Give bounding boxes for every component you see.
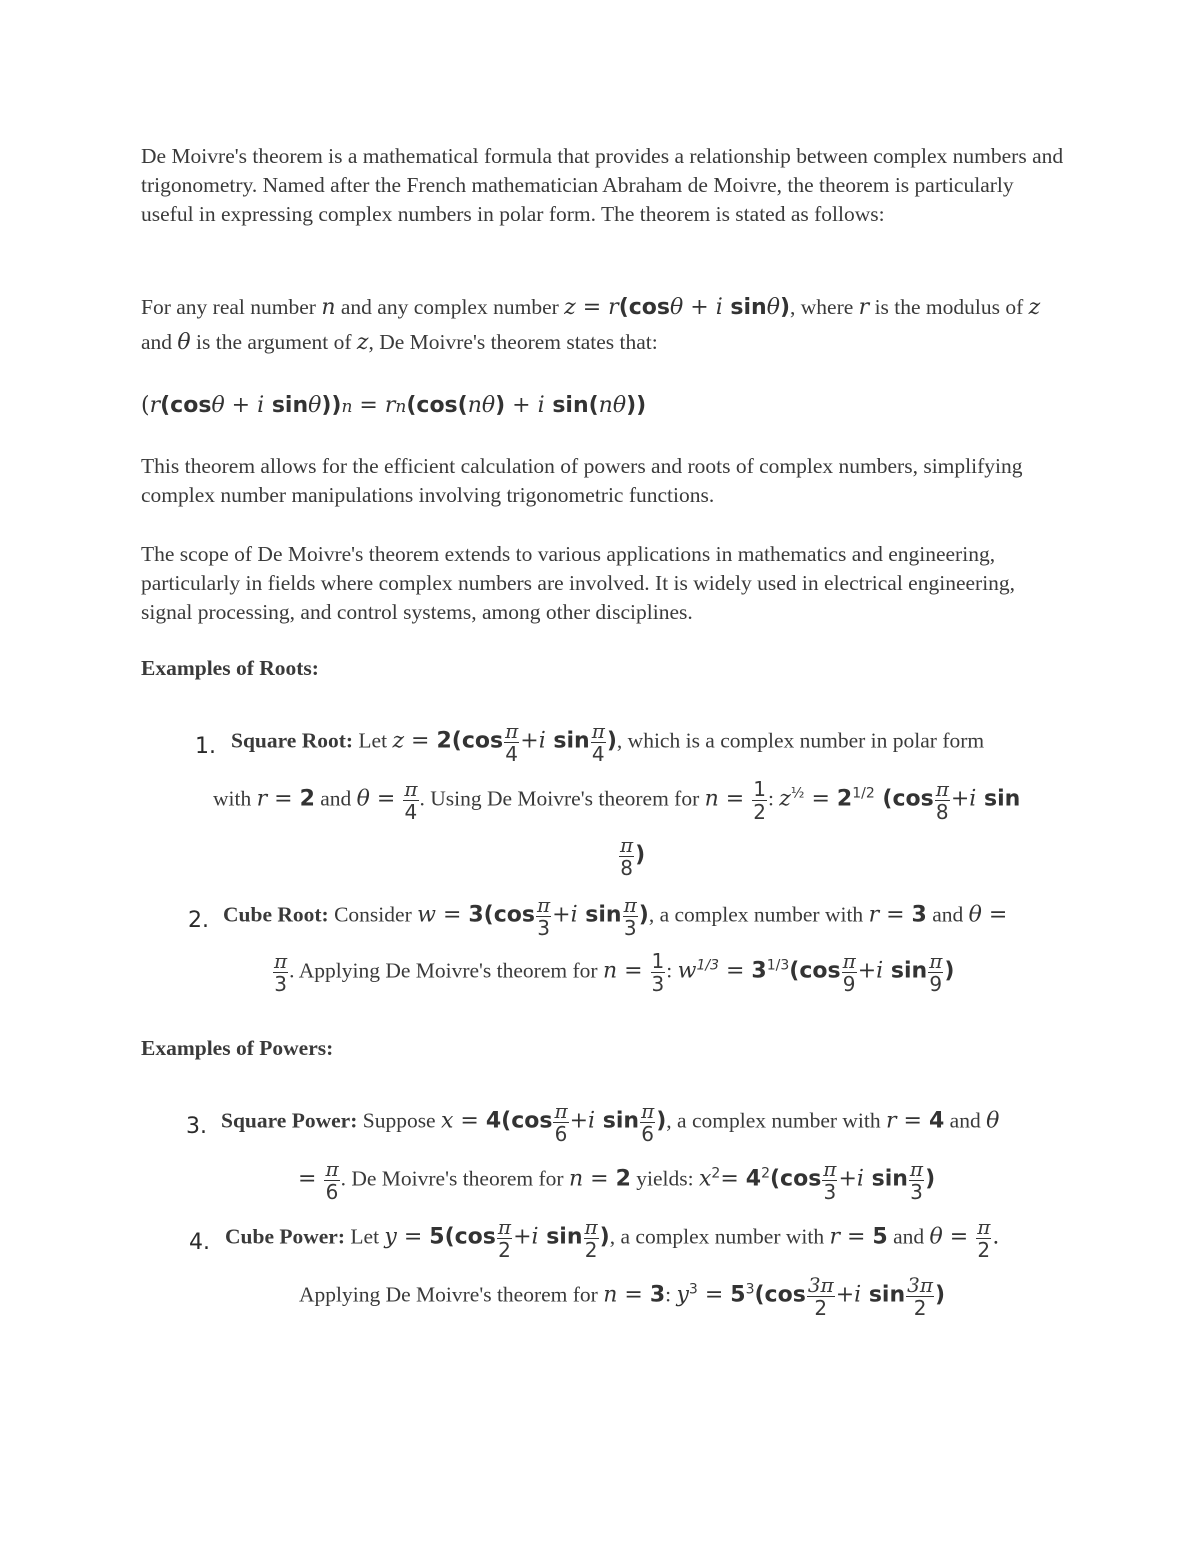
example-line: $\frac{\pi}{8}$ ): [620, 833, 646, 880]
example-label: Square Root:: [231, 728, 354, 753]
example-line: Square Power: Suppose x = 4(cos $\frac{\pi}{6}$ +i sin $\frac{\pi}{6}$ ), a complex number with r = 4 and θ: [221, 1099, 1000, 1146]
example-line: $\frac{\pi}{3}$ . Applying De Moivre's theorem for n = $\frac{1}{3}$ : $w^{1/3} = 3^{1/3}(\cos$ $\frac{\pi}{9}$ +i sin $\frac{\pi}{9}$ ): [274, 949, 955, 996]
list-number: 2.: [188, 908, 209, 933]
de-moivre-formula: (r(cosθ + i sinθ))n = rn(cos(nθ) + i sin(nθ)): [141, 393, 647, 418]
intro-paragraph: De Moivre's theorem is a mathematical formula that provides a relationship between complex numbers and trigonometry. Named after the French mathematician Abraham de Moivre, the theorem is particularly useful in expressing complex numbers in polar form. The theorem is stated as follows:: [141, 144, 1064, 226]
example-line: Applying De Moivre's theorem for n = 3: $y^3 = 5^3(\cos$ $\frac{3\pi}{2}$ +i sin $\frac{3\pi}{2}$ ): [299, 1273, 946, 1320]
example-label: Cube Power:: [225, 1224, 346, 1249]
roots-heading: Examples of Roots:: [141, 656, 319, 680]
example-line: with r = 2 and θ = $\frac{\pi}{4}$ . Using De Moivre's theorem for n = $\frac{1}{2}$ : $z^{\frac{1}{2}} = 2^{1/2}$ (cos $\frac{\pi}{8}$ +i sin: [213, 777, 1021, 824]
list-number: 1.: [195, 734, 216, 759]
powers-heading: Examples of Powers:: [141, 1036, 334, 1060]
efficiency-paragraph: This theorem allows for the efficient calculation of powers and roots of complex numbers, simplifying complex number manipulations involving trigonometric functions.: [141, 454, 1023, 507]
applications-paragraph: The scope of De Moivre's theorem extends to various applications in mathematics and engineering, particularly in fields where complex numbers are involved. It is widely used in electrical engineering, signal processing, and control systems, among other disciplines.: [141, 542, 1016, 624]
example-label: Square Power:: [221, 1108, 358, 1133]
example-line: Square Root: Let z = 2(cos $\frac{\pi}{4}$ +i sin $\frac{\pi}{4}$ ), which is a complex number in polar form: [231, 719, 985, 766]
example-line: = $\frac{\pi}{6}$ . De Moivre's theorem for n = 2 yields: $x^2= 4^2(\cos$ $\frac{\pi}{3}$ +i sin $\frac{\pi}{3}$ ): [298, 1157, 936, 1204]
example-line: Cube Power: Let y = 5(cos $\frac{\pi}{2}$ +i sin $\frac{\pi}{2}$ ), a complex number with r = 5 and θ = $\frac{\pi}{2}$ .: [225, 1215, 1000, 1262]
list-number: 3.: [186, 1114, 207, 1139]
example-label: Cube Root:: [223, 902, 329, 927]
example-line: Cube Root: Consider w = 3(cos $\frac{\pi}{3}$ +i sin $\frac{\pi}{3}$ ), a complex number with r = 3 and θ =: [223, 893, 1008, 940]
definition-paragraph: For any real number n and any complex number z = r(cosθ + i sinθ), where r is the modulus of z and θ is the argument of z, De Moivre's theorem states that:: [141, 295, 1041, 355]
list-number: 4.: [189, 1230, 210, 1255]
